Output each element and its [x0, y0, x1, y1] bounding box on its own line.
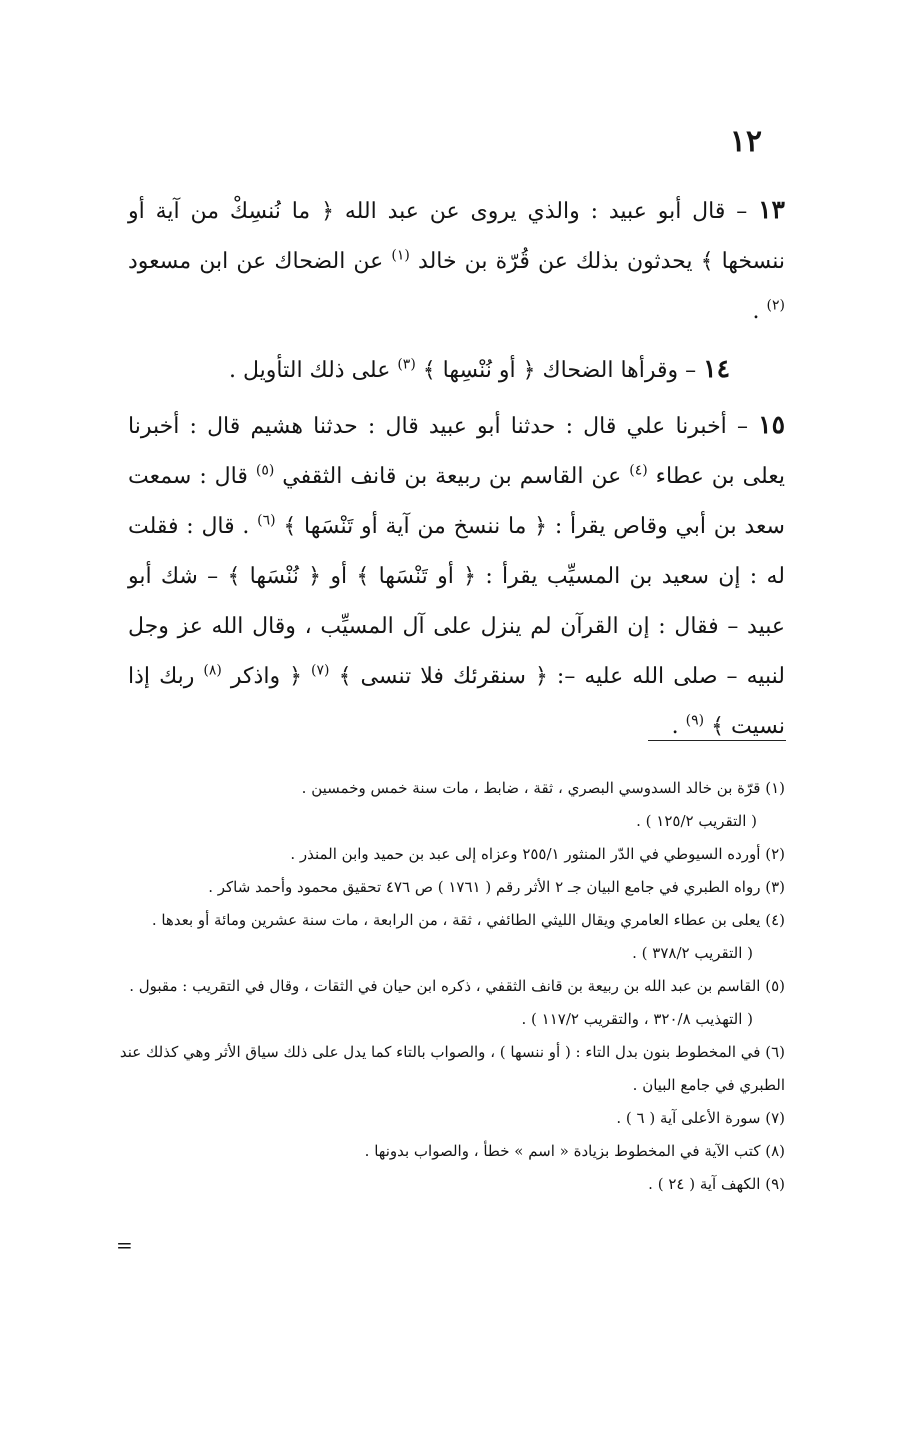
footnote-8: (٨) كتب الآية في المخطوط بزيادة « اسم » خطأ ، والصواب بدونها . — [364, 1142, 785, 1160]
footnote-5-source: ( التهذيب ٣٢٠/٨ ، والتقريب ١١٧/٢ ) . — [521, 1010, 753, 1028]
paragraph-14 — [128, 344, 785, 396]
paragraph-number: ١٤ — [703, 354, 730, 383]
paragraph-text: – قال أبو عبيد : والذي يروى عن عبد الله ﴿ ما نُنسِكْ من آية أو ننسخها ﴾ يحدثون بذلك عن قُرّة بن خالد — [128, 199, 786, 274]
paragraph-text: – وقرأها الضحاك ﴿ أو نُنْسِها ﴾ — [422, 358, 697, 383]
paragraph-text: ﴿ واذكر — [230, 664, 302, 689]
footnote-5: (٥) القاسم بن عبد الله بن ربيعة بن قانف الثقفي ، ذكره ابن حيان في الثقات ، وقال في التقريب : مقبول . — [129, 977, 785, 995]
footnote-9: (٩) الكهف آية ( ٢٤ ) . — [648, 1175, 785, 1193]
footnote-ref: (٤) — [629, 462, 648, 479]
footnote-2: (٢) أورده السيوطي في الدّر المنثور ٢٥٥/١ وعزاه إلى عبد بن حميد وابن المنذر . — [290, 845, 785, 863]
footnote-1: (١) قرّة بن خالد السدوسي البصري ، ثقة ، ضابط ، مات سنة خمس وخمسين . — [301, 779, 785, 797]
footnote-4: (٤) يعلى بن عطاء العامري ويقال الليثي الطائفي ، ثقة ، من الرابعة ، مات سنة عشرين ومائة أو بعدها . — [151, 911, 785, 929]
footnote-ref: (٩) — [685, 712, 705, 729]
page-number: ١٢ — [729, 124, 762, 159]
footnotes — [118, 772, 785, 1201]
footnote-3: (٣) رواه الطبري في جامع البيان جـ ٢ الأثر رقم ( ١٧٦١ ) ص ٤٧٦ تحقيق محمود وأحمد شاكر . — [208, 878, 785, 896]
footnote-6: (٦) في المخطوط بنون بدل التاء : ( أو ننسها ) ، والصواب بالتاء كما يدل على ذلك سياق الأثر وهي كذلك عند الطبري في جامع البيان . — [119, 1043, 785, 1094]
paragraph-text: – أخبرنا علي قال : حدثنا أبو عبيد قال : حدثنا هشيم قال : أخبرنا يعلى بن عطاء — [128, 414, 785, 489]
paragraph-text: . قال : فقلت له : إن سعيد بن المسيِّب يقرأ : ﴿ أو تَنْسَها ﴾ أو ﴿ نُنْسَها ﴾ – شك أبو عبيد – فقال : إن القرآن لم ينزل على آل المسيِّب ، وقال الله عز وجل لنبيه – صلى الله عليه –: ﴿ سنقرئك فلا تنسى ﴾ — [128, 514, 785, 689]
footnote-ref: (٦) — [257, 512, 276, 529]
footnote-ref: (٢) — [766, 297, 785, 314]
paragraph-text: عن القاسم بن ربيعة بن قانف الثقفي — [282, 464, 622, 489]
paragraph-text: ربك إذا نسيت ﴾ — [128, 664, 785, 739]
footnote-1-source: ( التقريب ١٢٥/٢ ) . — [636, 812, 757, 830]
paragraph-number: ١٥ — [758, 410, 786, 439]
footnote-ref: (٥) — [255, 462, 275, 479]
footnote-7: (٧) سورة الأعلى آية ( ٦ ) . — [616, 1109, 785, 1127]
paragraph-15 — [128, 400, 785, 752]
end-mark: = — [116, 1233, 133, 1257]
footnote-4-source: ( التقريب ٣٧٨/٢ ) . — [632, 944, 753, 962]
paragraph-13 — [128, 185, 785, 337]
paragraph-text: قال : سمعت سعد بن أبي وقاص يقرأ : ﴿ ما ننسخ من آية أو تَنْسَها ﴾ — [128, 464, 785, 539]
main-text — [128, 185, 785, 752]
paragraph-text: عن الضحاك عن ابن مسعود — [128, 249, 384, 274]
footnote-ref: (١) — [391, 247, 410, 264]
paragraph-text: على ذلك التأويل . — [229, 358, 391, 383]
footnote-ref: (٨) — [203, 662, 222, 679]
footnote-ref: (٧) — [311, 662, 330, 679]
paragraph-text: . — [671, 714, 679, 739]
footnote-separator — [648, 740, 786, 741]
paragraph-number: ١٣ — [758, 195, 785, 224]
paragraph-text: . — [752, 299, 760, 324]
footnote-ref: (٣) — [397, 356, 416, 373]
